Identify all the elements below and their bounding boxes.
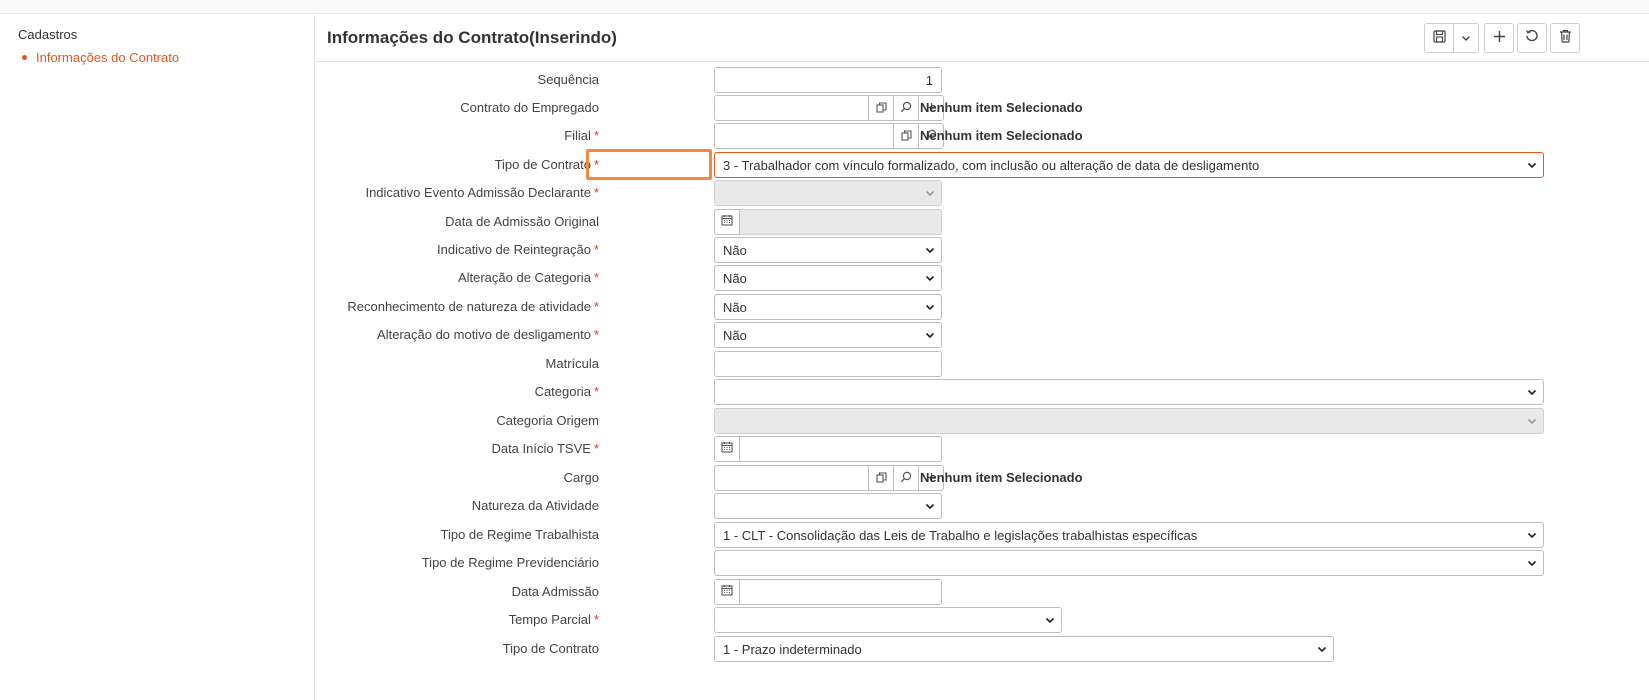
row-contrato-empregado [316,95,1649,121]
chevron-down-icon [925,188,935,198]
tipo-contrato-bottom-select[interactable]: 1 - Prazo indeterminado [714,636,1334,662]
row-indicativo-evento [316,180,1649,206]
chevron-down-icon [925,330,935,340]
tipo-contrato-label: Tipo de Contrato * [494,157,599,172]
row-filial [316,123,1649,149]
contrato-empregado-input[interactable] [715,96,868,120]
search-icon [900,471,912,486]
chevron-down-icon [1527,530,1537,540]
page-title: Informações do Contrato(Inserindo) [327,28,617,47]
refresh-icon [1525,29,1539,47]
row-categoria-origem [316,408,1649,434]
data-admissao-date [714,579,942,605]
natureza-atividade-label: Natureza da Atividade [471,498,599,513]
sequencia-label: Sequência [537,72,599,87]
chevron-down-icon [925,302,935,312]
tipo-regime-previdenciario-select[interactable] [714,550,1544,576]
sidebar-item-label: Informações do Contrato [36,50,180,65]
contrato-empregado-label: Contrato do Empregado [460,100,599,115]
categoria-origem-select[interactable] [714,408,1544,434]
cargo-lookup [714,465,944,491]
chevron-down-icon [1045,615,1055,625]
sidebar-title: Cadastros [18,27,78,42]
delete-button[interactable] [1550,23,1580,53]
refresh-button[interactable] [1517,23,1547,53]
tipo-contrato-bottom-label: Tipo de Contrato [502,641,599,656]
copy-button[interactable] [868,96,893,120]
filial-label: Filial * [564,128,599,143]
contrato-empregado-status: Nenhum item Selecionado [920,100,1083,115]
indicativo-evento-label: Indicativo Evento Admissão Declarante * [365,185,599,200]
data-admissao-input[interactable] [740,579,942,605]
indicativo-reintegracao-label: Indicativo de Reintegração * [437,242,599,257]
copy-button[interactable] [868,466,893,490]
row-tipo-contrato-top [316,152,1649,178]
save-icon [1433,30,1446,47]
tipo-regime-trabalhista-label: Tipo de Regime Trabalhista [440,527,599,542]
row-sequencia [316,67,1649,93]
copy-icon [876,471,887,486]
chevron-down-icon [925,273,935,283]
chevron-down-icon [1317,644,1327,654]
chevron-down-icon [925,501,935,511]
calendar-button[interactable] [714,209,740,235]
tempo-parcial-label: Tempo Parcial * [508,612,599,627]
cargo-status: Nenhum item Selecionado [920,470,1083,485]
chevron-down-icon [1527,416,1537,426]
search-icon [900,101,912,116]
top-strip [0,0,1649,14]
filial-status: Nenhum item Selecionado [920,128,1083,143]
cargo-input[interactable] [715,466,868,490]
calendar-icon [721,213,733,231]
header [316,15,1649,62]
matricula-label: Matrícula [545,356,599,371]
categoria-origem-label: Categoria Origem [496,413,599,428]
categoria-select[interactable] [714,379,1544,405]
sidebar-item-informacoes-contrato[interactable] [22,50,179,65]
search-button[interactable] [893,466,918,490]
tipo-regime-trabalhista-select[interactable]: 1 - CLT - Consolidação das Leis de Trabalho e legislações trabalhistas específicas [714,522,1544,548]
data-admissao-original-label: Data de Admissão Original [445,214,599,229]
bullet-icon [22,55,27,60]
row-matricula [316,351,1649,377]
row-natureza-atividade [316,493,1649,519]
tipo-regime-previdenciario-label: Tipo de Regime Previdenciário [421,555,599,570]
data-admissao-label: Data Admissão [511,584,599,599]
copy-icon [876,101,887,116]
alteracao-categoria-label: Alteração de Categoria * [457,270,599,285]
row-data-admissao [316,579,1649,605]
indicativo-reintegracao-select[interactable]: Não [714,237,942,263]
row-tipo-contrato-bottom [316,636,1649,662]
chevron-down-icon [1461,30,1471,47]
main-panel [316,15,1649,700]
data-inicio-tsve-date [714,436,942,462]
reconhecimento-natureza-select[interactable]: Não [714,294,942,320]
add-button[interactable] [1484,23,1514,53]
row-tempo-parcial [316,607,1649,633]
alteracao-motivo-label: Alteração do motivo de desligamento * [377,327,599,342]
contrato-empregado-lookup [714,95,944,121]
tipo-contrato-select[interactable]: 3 - Trabalhador com vínculo formalizado, com inclusão ou alteração de data de desligamento [714,152,1544,178]
row-indicativo-reintegracao [316,237,1649,263]
data-admissao-original-date [714,209,942,235]
categoria-label: Categoria * [534,384,599,399]
row-data-admissao-original [316,209,1649,235]
sequencia-input[interactable]: 1 [714,67,942,93]
search-button[interactable] [893,96,918,120]
plus-icon [1493,30,1506,47]
calendar-button[interactable] [714,579,740,605]
chevron-down-icon [1527,387,1537,397]
data-inicio-tsve-label: Data Início TSVE * [491,441,599,456]
save-options-button[interactable] [1453,23,1479,53]
calendar-icon [721,583,733,601]
row-cargo [316,465,1649,491]
calendar-icon [721,440,733,458]
copy-button[interactable] [893,124,918,148]
data-admissao-original-input[interactable] [740,209,942,235]
chevron-down-icon [1527,160,1537,170]
sidebar [0,15,315,700]
row-alteracao-motivo [316,322,1649,348]
filial-input[interactable] [715,124,893,148]
matricula-input[interactable] [714,351,942,377]
filial-lookup [714,123,944,149]
copy-icon [901,129,912,144]
row-categoria [316,379,1649,405]
tempo-parcial-select[interactable] [714,607,1062,633]
chevron-down-icon [925,245,935,255]
save-button[interactable] [1424,23,1454,53]
calendar-button[interactable] [714,436,740,462]
reconhecimento-natureza-label: Reconhecimento de natureza de atividade * [347,299,599,314]
trash-icon [1559,29,1572,47]
cargo-label: Cargo [563,470,599,485]
natureza-atividade-select[interactable] [714,493,942,519]
alteracao-motivo-select[interactable]: Não [714,322,942,348]
row-data-inicio-tsve [316,436,1649,462]
row-tipo-regime-previdenciario [316,550,1649,576]
data-inicio-tsve-input[interactable] [740,436,942,462]
alteracao-categoria-select[interactable]: Não [714,265,942,291]
row-reconhecimento-natureza [316,294,1649,320]
row-alteracao-categoria [316,265,1649,291]
indicativo-evento-select[interactable] [714,180,942,206]
chevron-down-icon [1527,558,1537,568]
row-tipo-regime-trabalhista [316,522,1649,548]
